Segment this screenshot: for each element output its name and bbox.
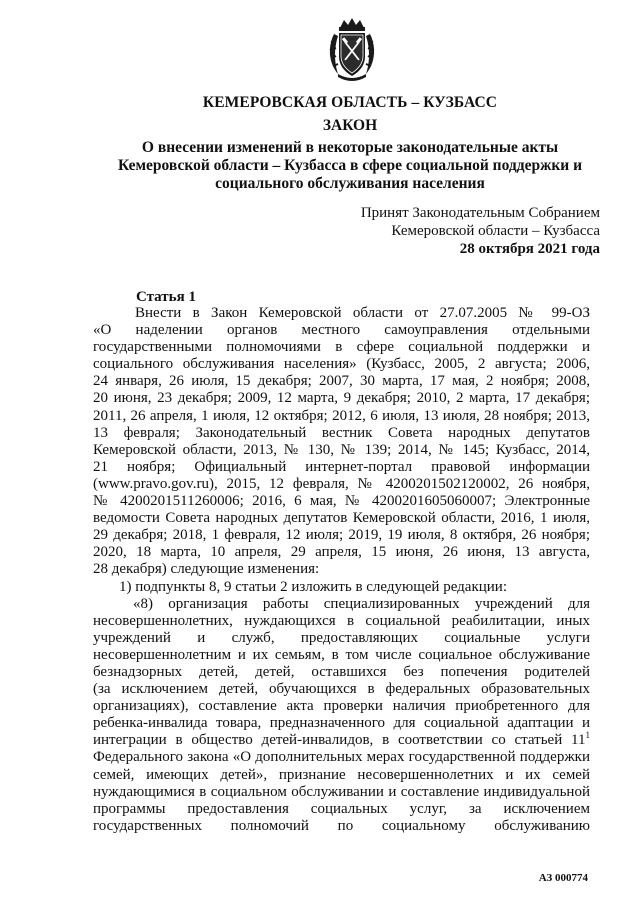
- document-code: АЗ 000774: [538, 872, 588, 884]
- text-line-with-superscript: [93, 732, 590, 749]
- text-line: организациях), составление акта проверки наличия приобретенного для: [93, 698, 590, 715]
- text-line: Федерального закона «О дополнительных мерах государственной поддержки: [93, 749, 590, 766]
- text-line: государственных полномочий по социальному обслуживанию: [93, 817, 590, 834]
- text-line: социального обслуживания населения» (Кузбасс, 2005, 2 августа; 2006,: [93, 356, 590, 373]
- text-line: (за исключением детей, обучающихся в федеральных образовательных: [93, 681, 590, 698]
- text-line: (www.pravo.gov.ru), 2015, 12 февраля, № 4200201502120002, 26 ноября,: [93, 475, 590, 492]
- text-line: 13 февраля; Законодательный вестник Совета народных депутатов: [93, 424, 590, 441]
- coat-of-arms-emblem: [326, 16, 378, 82]
- adoption-block: [361, 204, 600, 258]
- adoption-date: 28 октября 2021 года: [459, 241, 600, 257]
- text-line: ведомости Совета народных депутатов Кемеровской области, 2016, 1 июля,: [93, 510, 590, 527]
- text-line: ребенка-инвалида товара, предназначенного для социальной адаптации и: [93, 715, 590, 732]
- text-line: 1) подпункты 8, 9 статьи 2 изложить в следующей редакции:: [119, 578, 507, 595]
- text-line: учреждений и служб, предоставляющих социальные услуги: [93, 629, 590, 646]
- text-line: 29 декабря; 2018, 1 февраля, 12 июля; 2019, 19 июля, 8 октября, 26 ноября;: [93, 527, 590, 544]
- text-line: 28 декабря) следующие изменения:: [93, 561, 320, 578]
- title-line: О внесении изменений в некоторые законодательные акты: [141, 139, 559, 156]
- text-line: несовершеннолетних, нуждающихся в социальной реабилитации, иных: [93, 612, 590, 629]
- text-line: 20 июня, 23 декабря; 2009, 12 марта, 9 декабря; 2010, 2 марта, 17 декабря;: [93, 390, 590, 407]
- adoption-line: Принят Законодательным Собранием: [360, 205, 600, 221]
- text-line: 2011, 26 апреля, 1 июля, 12 октября; 2012, 6 июля, 13 июля, 28 ноября; 2013,: [93, 407, 590, 424]
- title-line: Кемеровской области – Кузбасса в сфере социальной поддержки и: [117, 157, 583, 174]
- article-body: [93, 305, 590, 835]
- text-line: «О наделении органов местного самоуправления отдельными: [93, 322, 590, 339]
- title-line: социального обслуживания населения: [215, 175, 485, 192]
- region-heading: КЕМЕРОВСКАЯ ОБЛАСТЬ – КУЗБАСС: [202, 94, 498, 111]
- text-line: 21 ноября; Официальный интернет-портал правовой информации: [93, 458, 590, 475]
- text-line: нуждающимися в социальном обслуживании и составление индивидуальной: [93, 783, 590, 800]
- document-type: ЗАКОН: [322, 117, 378, 134]
- text-line: 24 января, 26 июля, 15 декабря; 2007, 30 марта, 17 мая, 2 ноября; 2008,: [93, 373, 590, 390]
- text-line: № 4200201511260006; 2016, 6 мая, № 4200201605060007; Электронные: [93, 493, 590, 510]
- text-line: безнадзорных детей, детей, оставшихся без попечения родителей: [93, 663, 590, 680]
- text-line: Кемеровской области, 2013, № 130, № 139; 2014, № 145; Кузбасс, 2014,: [93, 441, 590, 458]
- text-line: «8) организация работы специализированных учреждений для: [133, 595, 590, 612]
- adoption-line: Кемеровской области – Кузбасса: [391, 223, 600, 239]
- text-line: программы предоставления социальных услуг, за исключением: [93, 800, 590, 817]
- text-line: семей, имеющих детей», признание несовершеннолетних и их семей: [93, 766, 590, 783]
- text-line: 2020, 18 марта, 10 апреля, 29 апреля, 15 июня, 26 июня, 13 августа,: [93, 544, 590, 561]
- text-line: государственными полномочиями в сфере социальной поддержки и: [93, 339, 590, 356]
- text-line: несовершеннолетним и их семьям, в том числе социальное обслуживание: [93, 646, 590, 663]
- coat-of-arms-icon: [326, 16, 378, 82]
- text-line: интеграции в общество детей-инвалидов, в соответствии со статьей 11: [93, 732, 586, 749]
- superscript: 1: [585, 730, 590, 741]
- text-line: Внести в Закон Кемеровской области от 27.07.2005 № 99-ОЗ: [135, 305, 590, 321]
- document-title: [95, 139, 605, 193]
- article-heading: Статья 1: [136, 289, 196, 305]
